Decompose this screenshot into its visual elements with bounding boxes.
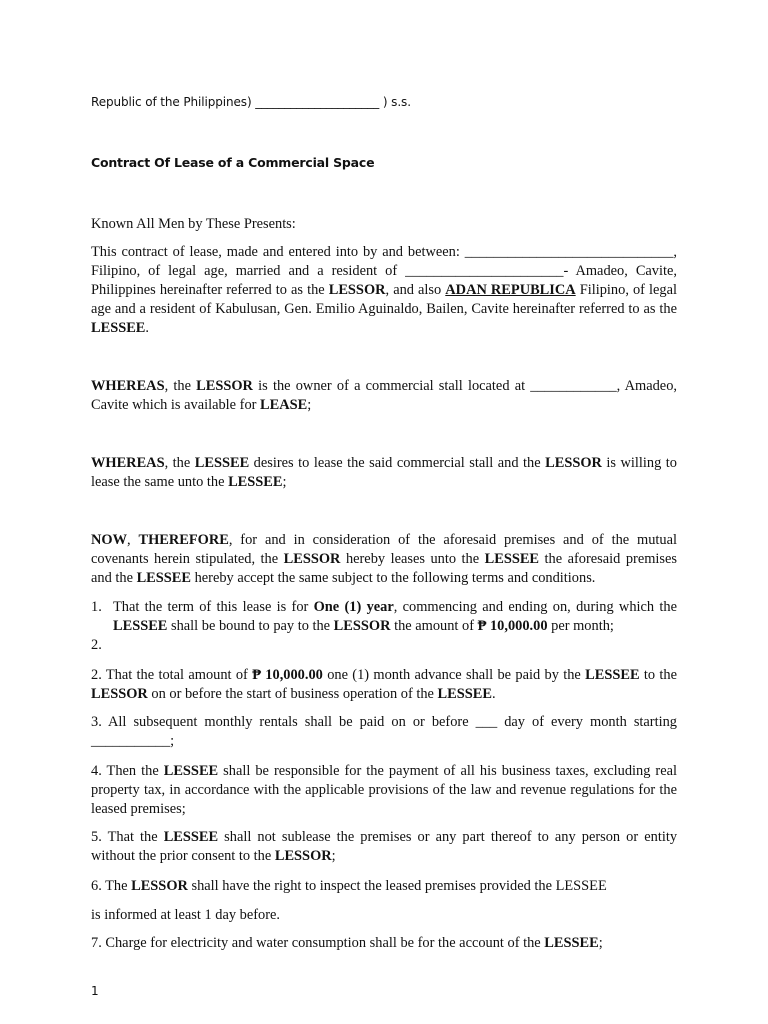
parties-text-2: , Filipino, of legal age, married and a resident of: [91, 244, 677, 279]
clause-6: [91, 877, 677, 896]
clause2-text-2: one (1) month advance shall be paid by the: [322, 667, 586, 683]
lessee-term: LESSEE: [484, 551, 540, 567]
whereas-term: WHEREAS: [91, 378, 165, 394]
clause4-text-2: shall be responsible for the payment of all his business taxes, excluding real property tax, in accordance with the applicable provisions of the law and revenue regulations for the leased premises;: [91, 763, 677, 817]
whereas-paragraph-2: [91, 454, 677, 492]
parties-text-3: - Amadeo, Cavite, Philippines hereinafter referred to as the: [91, 263, 677, 298]
whereas2-text-1: , the: [164, 455, 195, 471]
clause-1: [91, 598, 677, 653]
intro-line: Known All Men by These Presents:: [91, 216, 296, 232]
clause1-text-3: shall be bound to pay to the: [167, 618, 334, 634]
lessor-term: LESSOR: [91, 686, 148, 702]
whereas2-text-2: desires to lease the said commercial stall and the: [249, 455, 546, 471]
clause-7: [91, 934, 677, 953]
lease-term: LEASE: [260, 397, 308, 413]
lessor-term: LESSOR: [283, 551, 341, 567]
clause-1-number: 1.: [91, 599, 102, 615]
lessee-term: LESSEE: [163, 829, 219, 845]
now-text-3: hereby leases unto the: [340, 551, 485, 567]
therefore-term: THEREFORE: [138, 532, 229, 548]
clause-3: 3. All subsequent monthly rentals shall be paid on or before ___ day of every month starting ___________;: [91, 714, 677, 749]
clause1-text-2: , commencing and ending on, during which the: [393, 599, 677, 615]
now-text-2: , for and in consideration of the aforesaid premises and of the mutual covenants herein stipulated, the: [91, 532, 677, 567]
now-term: NOW: [91, 532, 127, 548]
clause6-text-1: 6. The: [91, 878, 132, 894]
lessor-term: LESSOR: [274, 848, 332, 864]
clause1-text-1: That the term of this lease is for: [113, 599, 314, 615]
clause2-text-4: on or before the start of business operation of the: [147, 686, 438, 702]
venue-blank: _____________________: [255, 95, 380, 109]
whereas-paragraph-1: [91, 377, 677, 415]
clause-5: [91, 828, 677, 866]
advance-amount: ₱ 10,000.00: [252, 667, 323, 683]
clause5-text-2: shall not sublease the premises or any part thereof to any person or entity without the prior consent to the: [91, 829, 678, 864]
clause-6-continuation: is informed at least 1 day before.: [91, 907, 281, 923]
whereas1-text-2: is the owner of a commercial stall located at ____________, Amadeo, Cavite which is available for: [91, 378, 677, 413]
whereas1-text-1: , the: [164, 378, 197, 394]
clause4-text-1: 4. Then the: [91, 763, 164, 779]
lessee-term: LESSEE: [228, 474, 283, 490]
now-text-1: ,: [126, 532, 139, 548]
parties-text-6: .: [145, 320, 150, 336]
lessee-term: LESSEE: [585, 667, 640, 683]
clause5-text-3: ;: [331, 848, 336, 864]
lessor-term: LESSOR: [333, 618, 391, 634]
clause2-text-3: to the: [639, 667, 677, 683]
clause-2: [91, 666, 677, 704]
clause-4: [91, 762, 677, 819]
lessee-term: LESSEE: [194, 455, 250, 471]
lessee-term: LESSEE: [163, 763, 219, 779]
monthly-amount: ₱ 10,000.00: [477, 618, 548, 634]
republic-label: Republic of the Philippines): [91, 95, 252, 109]
lessor-address-blank: ______________________: [405, 263, 564, 279]
whereas1-text-3: ;: [307, 397, 312, 413]
whereas2-text-4: ;: [282, 474, 287, 490]
lessee-term: LESSEE: [91, 320, 146, 336]
lessee-term: LESSEE: [544, 935, 599, 951]
clause2-text-5: .: [491, 686, 496, 702]
lessor-name-blank: _____________________________: [464, 244, 674, 260]
now-therefore-paragraph: [91, 531, 677, 588]
clause1-text-5: per month;: [547, 618, 614, 634]
parties-text-5: Filipino, of legal age and a resident of Kabulusan, Gen. Emilio Aguinaldo, Bailen, Cavite hereinafter referred to as the: [91, 282, 677, 317]
ss-label: ) s.s.: [382, 95, 411, 109]
lessor-term: LESSOR: [328, 282, 386, 298]
parties-paragraph: [91, 243, 677, 338]
lessor-term: LESSOR: [545, 455, 602, 471]
whereas2-text-3: is willing to lease the same unto the: [91, 455, 677, 490]
empty-list-item-2: 2.: [91, 637, 102, 653]
lessor-term: LESSOR: [196, 378, 253, 394]
lessee-term: LESSEE: [113, 618, 168, 634]
republic-header-line: [91, 94, 677, 110]
page-number: 1: [91, 984, 99, 998]
lessor-term: LESSOR: [131, 878, 188, 894]
clause7-text-2: ;: [598, 935, 603, 951]
clause5-text-1: 5. That the: [91, 829, 164, 845]
whereas-term: WHEREAS: [91, 455, 165, 471]
now-text-5: hereby accept the same subject to the following terms and conditions.: [190, 570, 596, 586]
parties-text-4: , and also: [385, 282, 446, 298]
clause2-text-1: 2. That the total amount of: [91, 667, 253, 683]
clause7-text-1: 7. Charge for electricity and water consumption shall be for the account of the: [91, 935, 545, 951]
clause6-text-2: shall have the right to inspect the leased premises provided the LESSEE: [187, 878, 607, 894]
now-text-4: the aforesaid premises and the: [91, 551, 678, 586]
lessee-term: LESSEE: [437, 686, 492, 702]
lessee-name: ADAN REPUBLICA: [445, 282, 576, 298]
term-value: One (1) year: [313, 599, 394, 615]
lessee-term: LESSEE: [136, 570, 191, 586]
clause-1-text: [113, 598, 677, 636]
clause1-text-4: the amount of: [390, 618, 478, 634]
parties-text-1: This contract of lease, made and entered into by and between:: [91, 244, 465, 260]
document-title: Contract Of Lease of a Commercial Space: [91, 155, 375, 170]
